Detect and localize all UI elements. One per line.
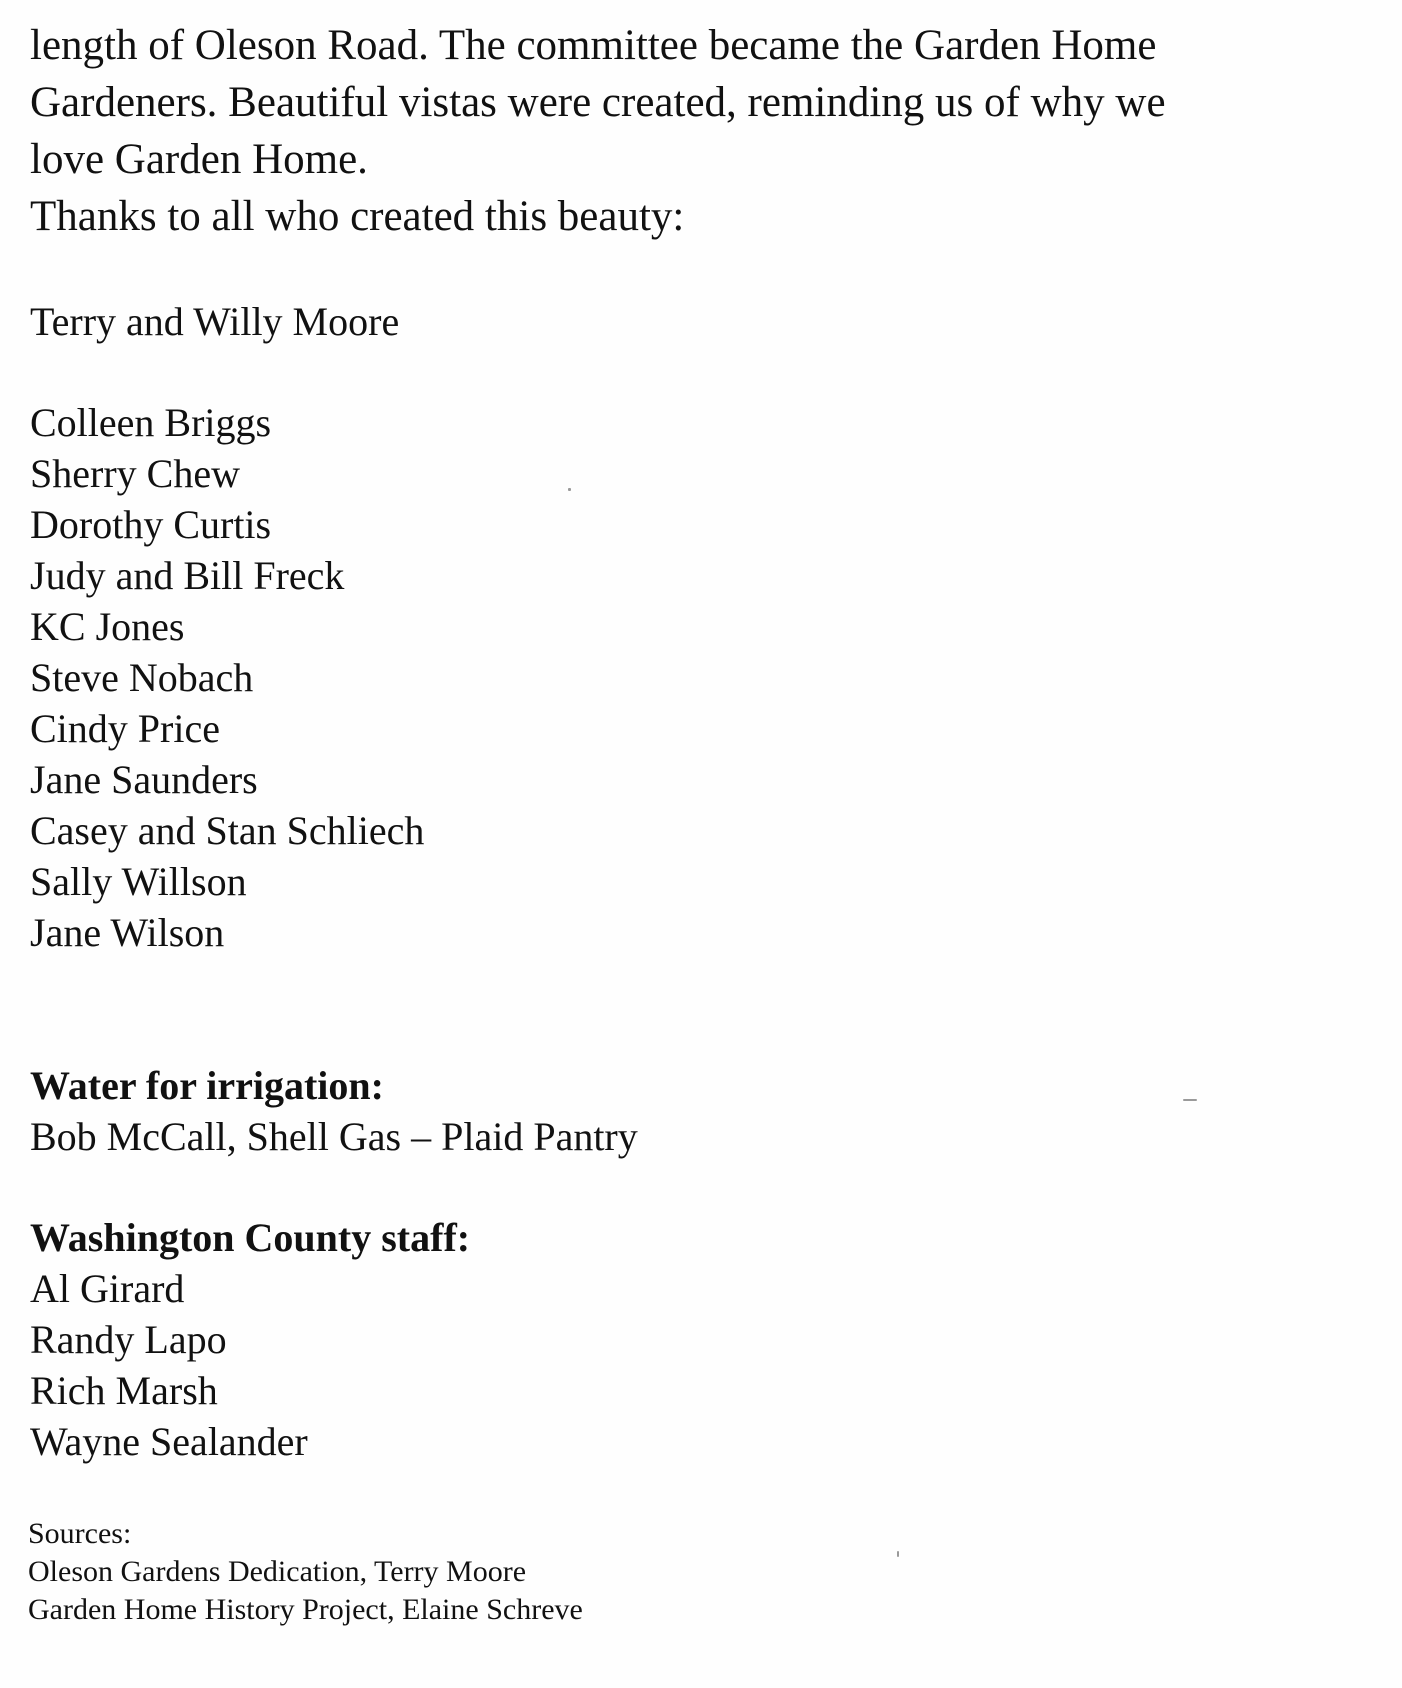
water-heading: Water for irrigation:: [30, 1063, 384, 1108]
gardener-name: Sherry Chew: [30, 451, 240, 496]
gardener-name: Judy and Bill Freck: [30, 553, 345, 598]
gardener-name: Cindy Price: [30, 706, 220, 751]
thanks-line: Thanks to all who created this beauty:: [30, 193, 685, 240]
intro-line: love Garden Home.: [30, 136, 368, 183]
county-staff-name: Wayne Sealander: [30, 1419, 308, 1464]
gardener-name: Dorothy Curtis: [30, 502, 272, 547]
gardener-name: KC Jones: [30, 604, 185, 649]
scan-speck: [897, 1551, 899, 1557]
water-text: Bob McCall, Shell Gas – Plaid Pantry: [30, 1114, 638, 1159]
county-heading: Washington County staff:: [30, 1215, 471, 1260]
leaders-name: Terry and Willy Moore: [30, 299, 400, 344]
gardener-name: Jane Saunders: [30, 757, 258, 802]
intro-line: Gardeners. Beautiful vistas were created, reminding us of why we: [30, 79, 1166, 126]
gardener-name: Steve Nobach: [30, 655, 254, 700]
source-item: Oleson Gardens Dedication, Terry Moore: [28, 1555, 527, 1588]
gardener-name: Casey and Stan Schliech: [30, 808, 425, 853]
gardener-name: Sally Willson: [30, 859, 247, 904]
source-item: Garden Home History Project, Elaine Schreve: [28, 1593, 583, 1626]
intro-line: length of Oleson Road. The committee became the Garden Home: [30, 22, 1157, 69]
county-staff-name: Rich Marsh: [30, 1368, 218, 1413]
sources-heading: Sources:: [28, 1517, 132, 1550]
county-staff-name: Randy Lapo: [30, 1317, 227, 1362]
county-staff-name: Al Girard: [30, 1266, 185, 1311]
gardener-name: Jane Wilson: [30, 910, 225, 955]
scan-speck: [568, 488, 571, 491]
gardener-name: Colleen Briggs: [30, 400, 272, 445]
scan-speck: [1183, 1099, 1197, 1101]
